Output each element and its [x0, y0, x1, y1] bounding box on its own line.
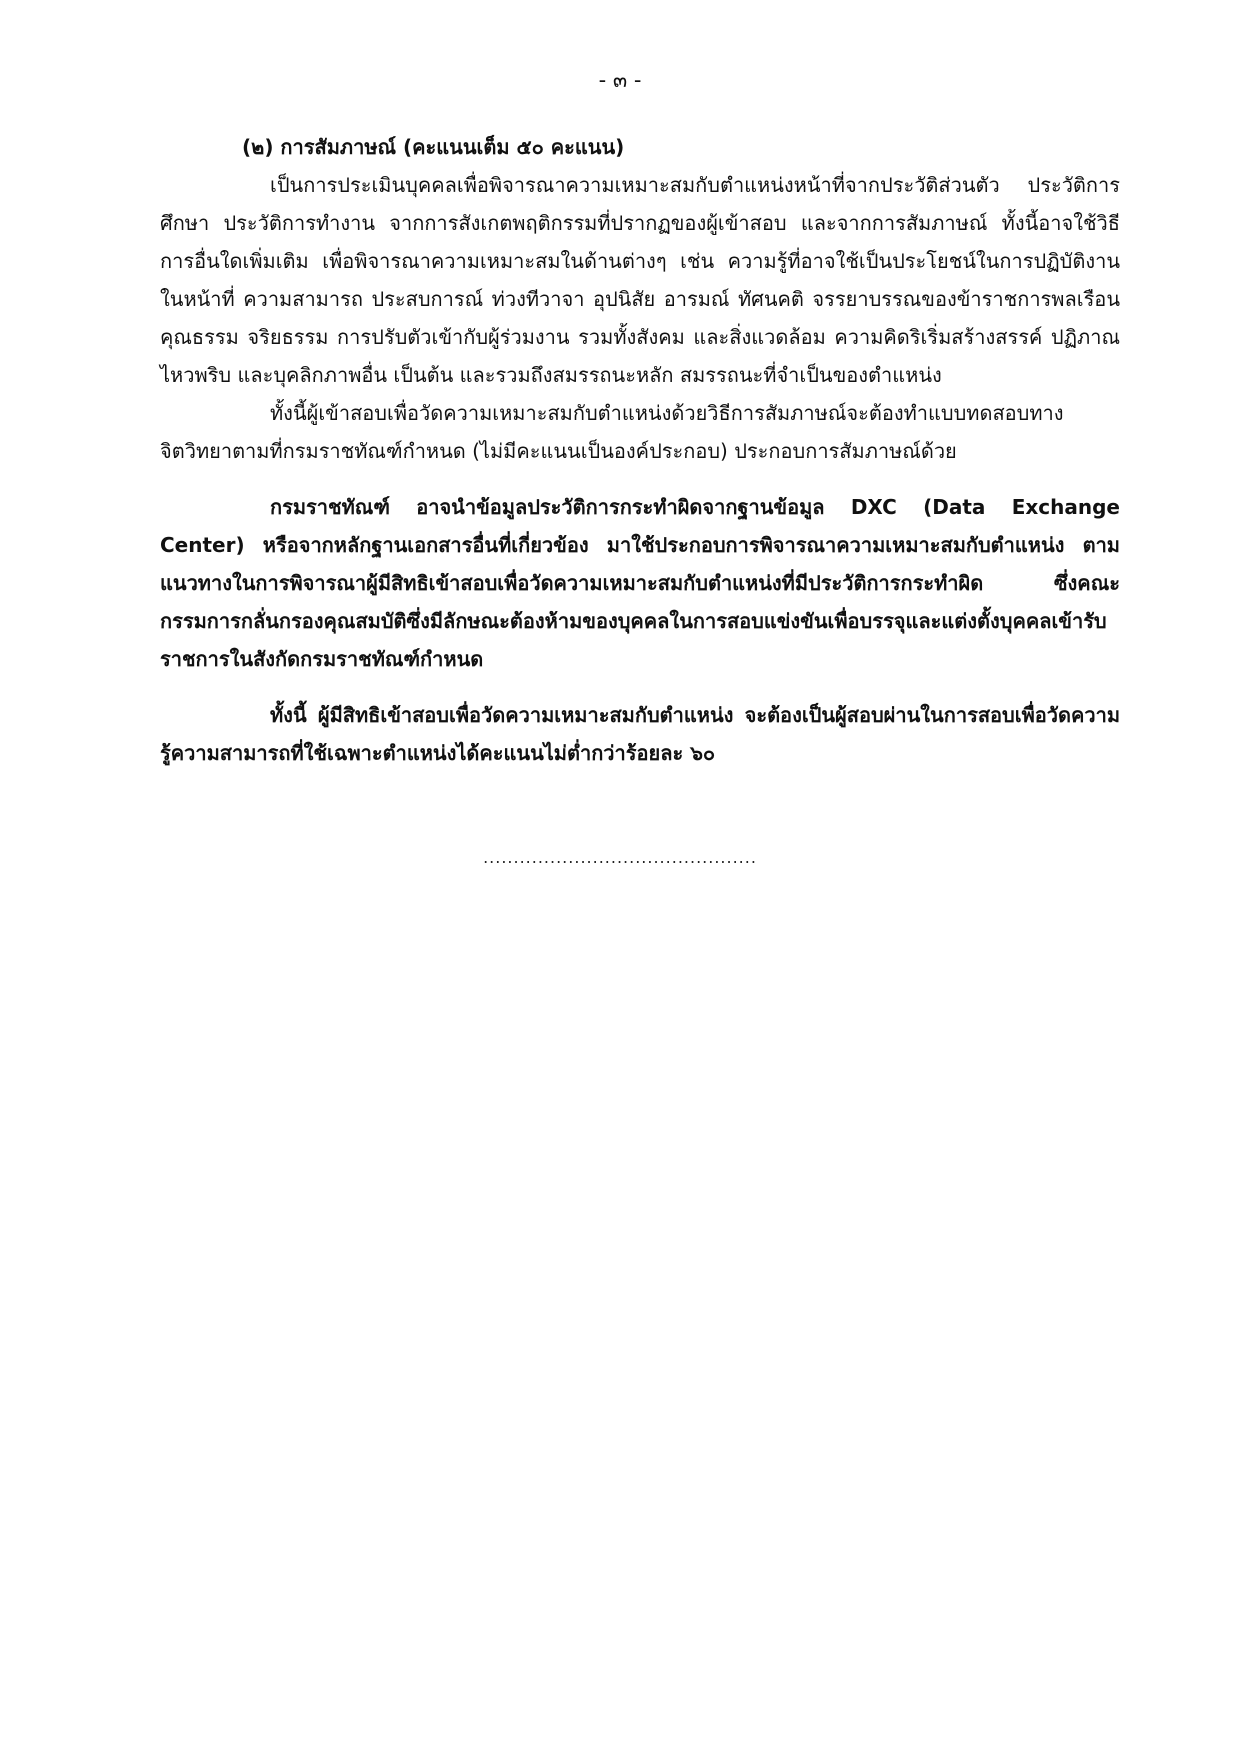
paragraph-psychology-test: ทั้งนี้ผู้เข้าสอบเพื่อวัดความเหมาะสมกับตำแหน่งด้วยวิธีการสัมภาษณ์จะต้องทำแบบทดสอบทางจิตวิทยาตามที่กรมราชทัณฑ์กำหนด (ไม่มีคะแนนเป็นองค์ประกอบ) ประกอบการสัมภาษณ์ด้วย: [160, 401, 1064, 463]
end-of-document-dots: .............................................: [483, 848, 757, 867]
section-heading: (๒) การสัมภาษณ์ (คะแนนเต็ม ๕๐ คะแนน): [242, 135, 625, 159]
passing-requirement-text: ผู้มีสิทธิเข้าสอบเพื่อวัดความเหมาะสมกับตำแหน่ง จะต้องเป็นผู้สอบผ่านในการสอบเพื่อวัดความรู้ความสามารถที่ใช้เฉพาะตำแหน่งได้คะแนนไม่ต่ำกว่าร้อยละ ๖๐: [160, 703, 1120, 765]
paragraph-interview-description: เป็นการประเมินบุคคลเพื่อพิจารณาความเหมาะสมกับตำแหน่งหน้าที่จากประวัติส่วนตัว ประวัติการศึกษา ประวัติการทำงาน จากการสังเกตพฤติกรรมที่ปรากฏของผู้เข้าสอบ และจากการสัมภาษณ์ ทั้งนี้อาจใช้วิธีการอื่นใดเพิ่มเติม เพื่อพิจารณาความเหมาะสมในด้านต่างๆ เช่น ความรู้ที่อาจใช้เป็นประโยชน์ในการปฏิบัติงานในหน้าที่ ความสามารถ ประสบการณ์ ท่วงทีวาจา อุปนิสัย อารมณ์ ทัศนคติ จรรยาบรรณของข้าราชการพลเรือน คุณธรรม จริยธรรม การปรับตัวเข้ากับผู้ร่วมงาน รวมทั้งสังคม และสิ่งแวดล้อม ความคิดริเริ่มสร้างสรรค์ ปฏิภาณ ไหวพริบ และบุคลิกภาพอื่น เป็นต้น และรวมถึงสมรรถนะหลัก สมรรถนะที่จำเป็นของตำแหน่ง: [160, 173, 1120, 387]
paragraph-passing-requirement: [160, 696, 1120, 772]
page-number: - ๓ -: [598, 68, 642, 92]
paragraph-criminal-record: กรมราชทัณฑ์ อาจนำข้อมูลประวัติการกระทำผิดจากฐานข้อมูล DXC (Data Exchange Center) หรือจากหลักฐานเอกสารอื่นที่เกี่ยวข้อง มาใช้ประกอบการพิจารณาความเหมาะสมกับตำแหน่ง ตามแนวทางในการพิจารณาผู้มีสิทธิเข้าสอบเพื่อวัดความเหมาะสมกับตำแหน่งที่มีประวัติการกระทำผิด ซึ่งคณะกรรมการกลั่นกรองคุณสมบัติซึ่งมีลักษณะต้องห้ามของบุคคลในการสอบแข่งขันเพื่อบรรจุและแต่งตั้งบุคคลเข้ารับราชการในสังกัดกรมราชทัณฑ์กำหนด: [160, 495, 1120, 671]
document-body: [160, 128, 1120, 772]
passing-requirement-lead: ทั้งนี้: [270, 703, 307, 727]
